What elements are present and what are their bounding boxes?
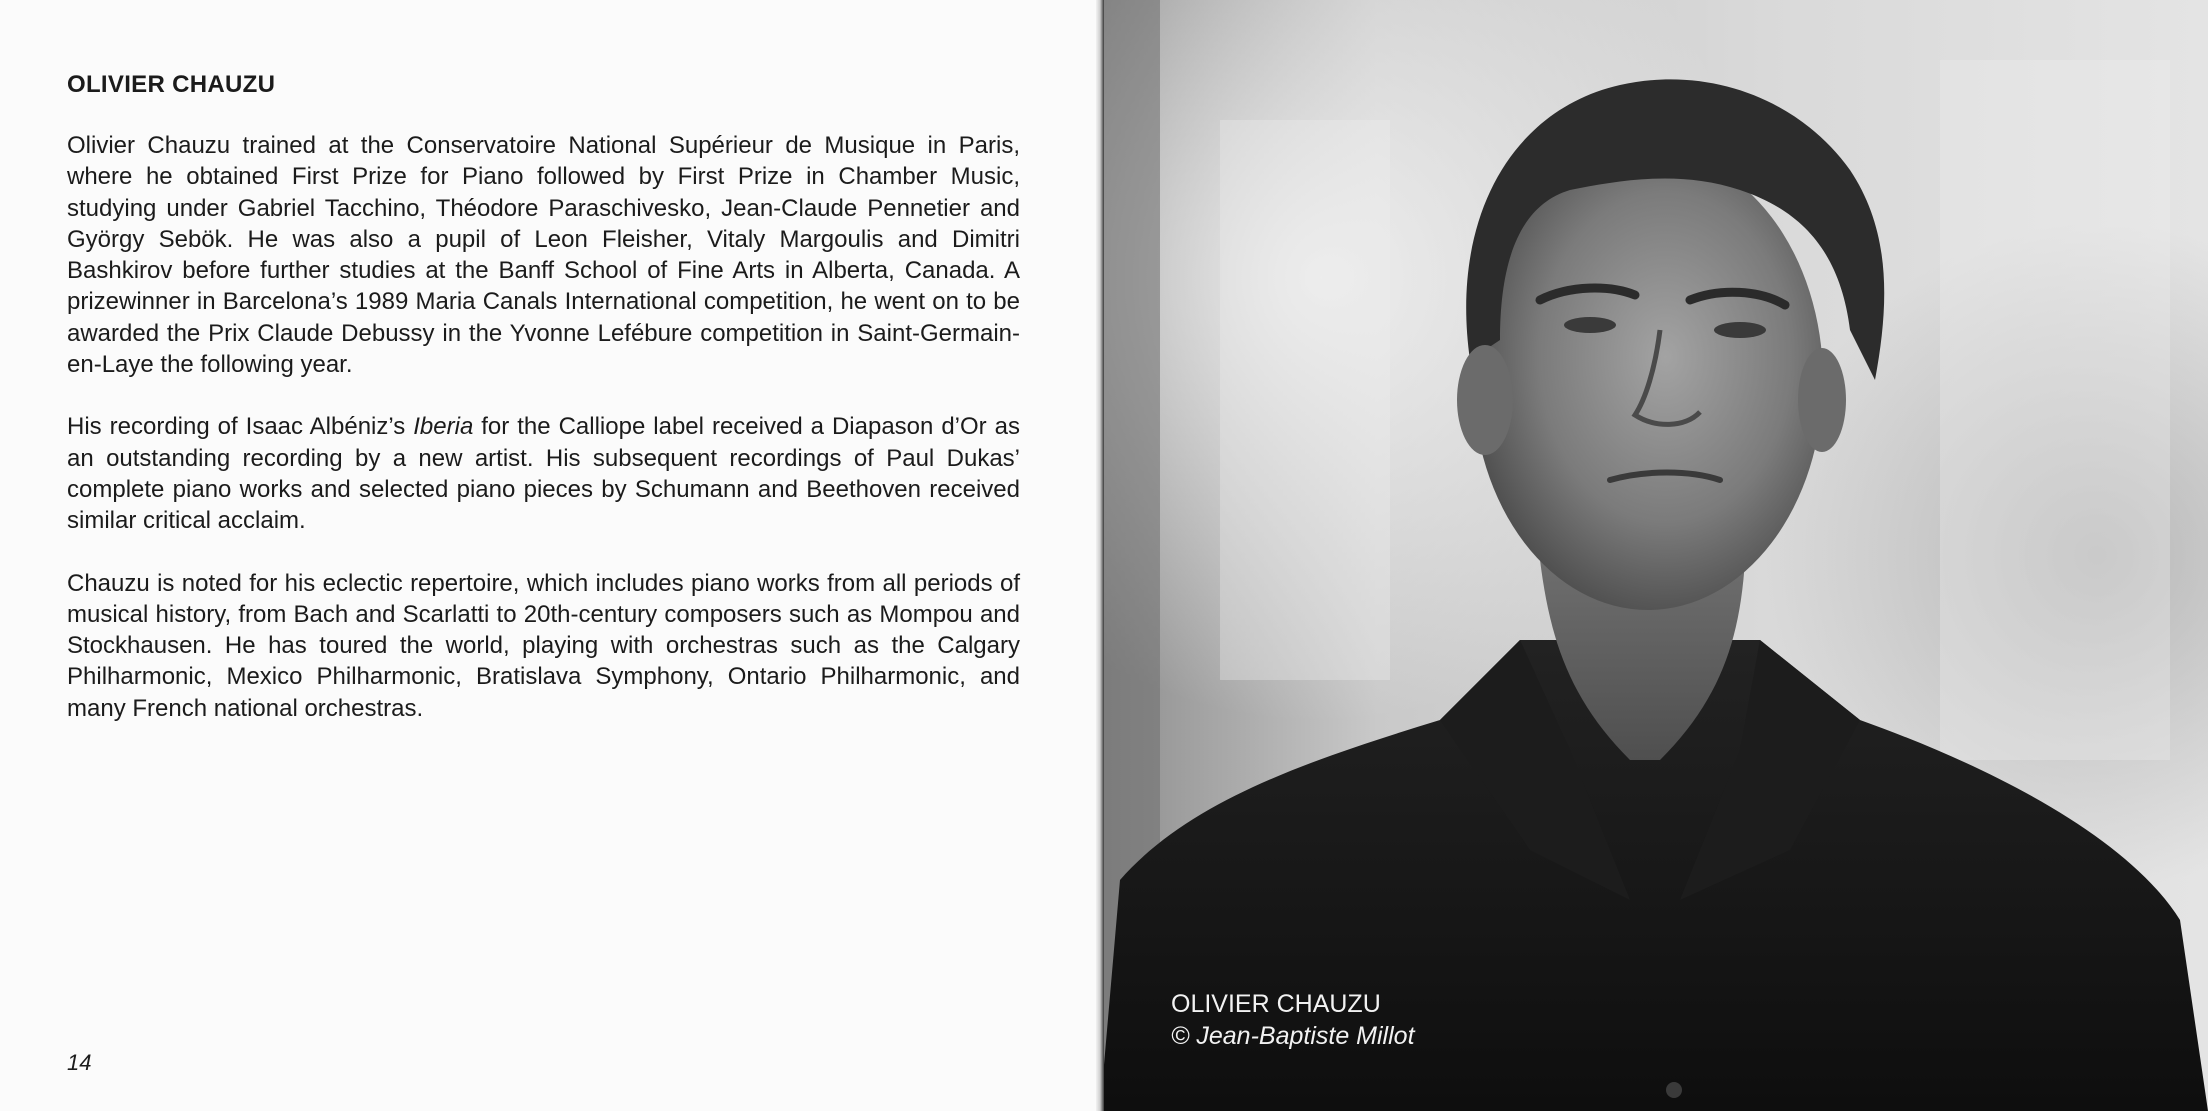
biography-heading: OLIVIER CHAUZU <box>67 71 276 98</box>
caption-credit: © Jean-Baptiste Millot <box>1171 1022 1415 1050</box>
biography-paragraph-2 <box>67 411 1020 536</box>
photo-caption <box>1171 988 1415 1052</box>
caption-name: OLIVIER CHAUZU <box>1171 990 1381 1018</box>
paragraph-2-end: for the Calliope label received a Diapason d’Or as an outstanding recording by a new artist. His subsequent recordings of Paul Dukas’ complete piano works and selected piano pieces by Schumann and Beethoven received similar critical acclaim. <box>67 413 1020 535</box>
page-number: 14 <box>67 1050 92 1075</box>
biography-paragraph-3: Chauzu is noted for his eclectic repertoire, which includes piano works from all periods of musical history, from Bach and Scarlatti to 20th-century composers such as Mompou and Stockhausen. He has toured the world, playing with orchestras such as the Calgary Philharmonic, Mexico Philharmonic, Bratislava Symphony, Ontario Philharmonic, and many French national orchestras. <box>67 569 1020 722</box>
album-title-iberia: Iberia <box>413 413 474 441</box>
right-page <box>1100 0 2208 1111</box>
portrait-photo <box>1100 0 2208 1111</box>
book-gutter <box>1096 0 1104 1111</box>
paragraph-2-start: His recording of Isaac Albéniz’s <box>67 413 414 441</box>
left-page <box>0 0 1100 1111</box>
biography-paragraph-1: Olivier Chauzu trained at the Conservatoire National Supérieur de Musique in Paris, where he obtained First Prize for Piano followed by First Prize in Chamber Music, studying under Gabriel Tacchino, Théodore Paraschivesko, Jean-Claude Pennetier and György Sebök. He was also a pupil of Leon Fleisher, Vitaly Margoulis and Dimitri Bashkirov before further studies at the Banff School of Fine Arts in Alberta, Canada. A prizewinner in Barcelona’s 1989 Maria Canals International competition, he went on to be awarded the Prix Claude Debussy in the Yvonne Lefébure competition in Saint-Germain-en-Laye the following year. <box>67 132 1020 379</box>
